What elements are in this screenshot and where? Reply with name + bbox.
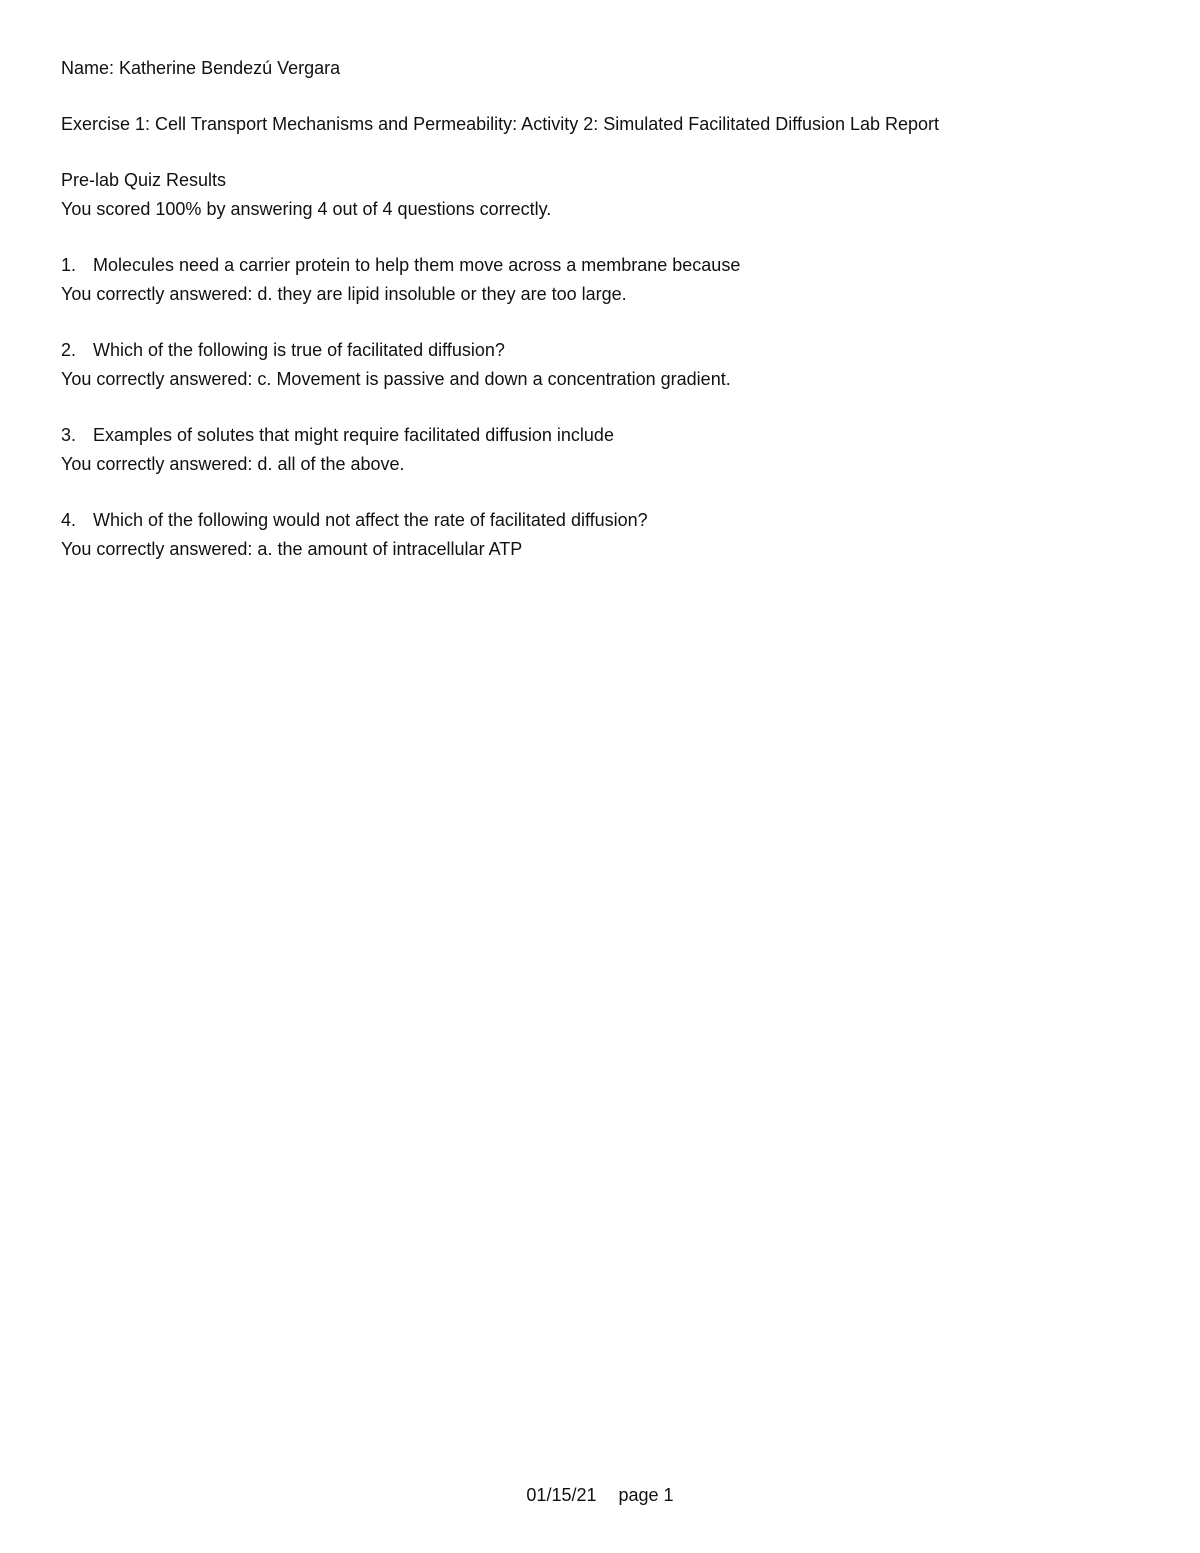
page-footer bbox=[0, 1481, 1200, 1510]
question-text: Examples of solutes that might require facilitated diffusion include bbox=[93, 425, 614, 445]
document-page bbox=[61, 54, 1141, 564]
quiz-heading: Pre-lab Quiz Results bbox=[61, 170, 227, 190]
question-number: 2. bbox=[61, 340, 77, 360]
answer-1: You correctly answered: d. they are lipid insoluble or they are too large. bbox=[61, 284, 627, 304]
report-title: Exercise 1: Cell Transport Mechanisms and Permeability: Activity 2: Simulated Facilitated Diffusion Lab Report bbox=[61, 114, 940, 134]
question-number: 1. bbox=[61, 255, 77, 275]
question-block-1 bbox=[61, 251, 1141, 309]
question-text: Molecules need a carrier protein to help them move across a membrane because bbox=[93, 255, 741, 275]
question-1 bbox=[61, 251, 1141, 280]
student-name: Name: Katherine Bendezú Vergara bbox=[61, 58, 341, 78]
question-4 bbox=[61, 506, 1141, 535]
question-block-3 bbox=[61, 421, 1141, 479]
question-text: Which of the following is true of facilitated diffusion? bbox=[93, 340, 505, 360]
answer-3: You correctly answered: d. all of the above. bbox=[61, 454, 405, 474]
footer-date: 01/15/21 bbox=[526, 1485, 597, 1505]
answer-4: You correctly answered: a. the amount of intracellular ATP bbox=[61, 539, 523, 559]
quiz-score: You scored 100% by answering 4 out of 4 questions correctly. bbox=[61, 199, 552, 219]
question-block-2 bbox=[61, 336, 1141, 394]
question-block-4 bbox=[61, 506, 1141, 564]
question-3 bbox=[61, 421, 1141, 450]
answer-2: You correctly answered: c. Movement is passive and down a concentration gradient. bbox=[61, 369, 731, 389]
question-number: 4. bbox=[61, 510, 77, 530]
question-2 bbox=[61, 336, 1141, 365]
footer-page-number: page 1 bbox=[618, 1485, 674, 1505]
question-text: Which of the following would not affect the rate of facilitated diffusion? bbox=[93, 510, 648, 530]
question-number: 3. bbox=[61, 425, 77, 445]
